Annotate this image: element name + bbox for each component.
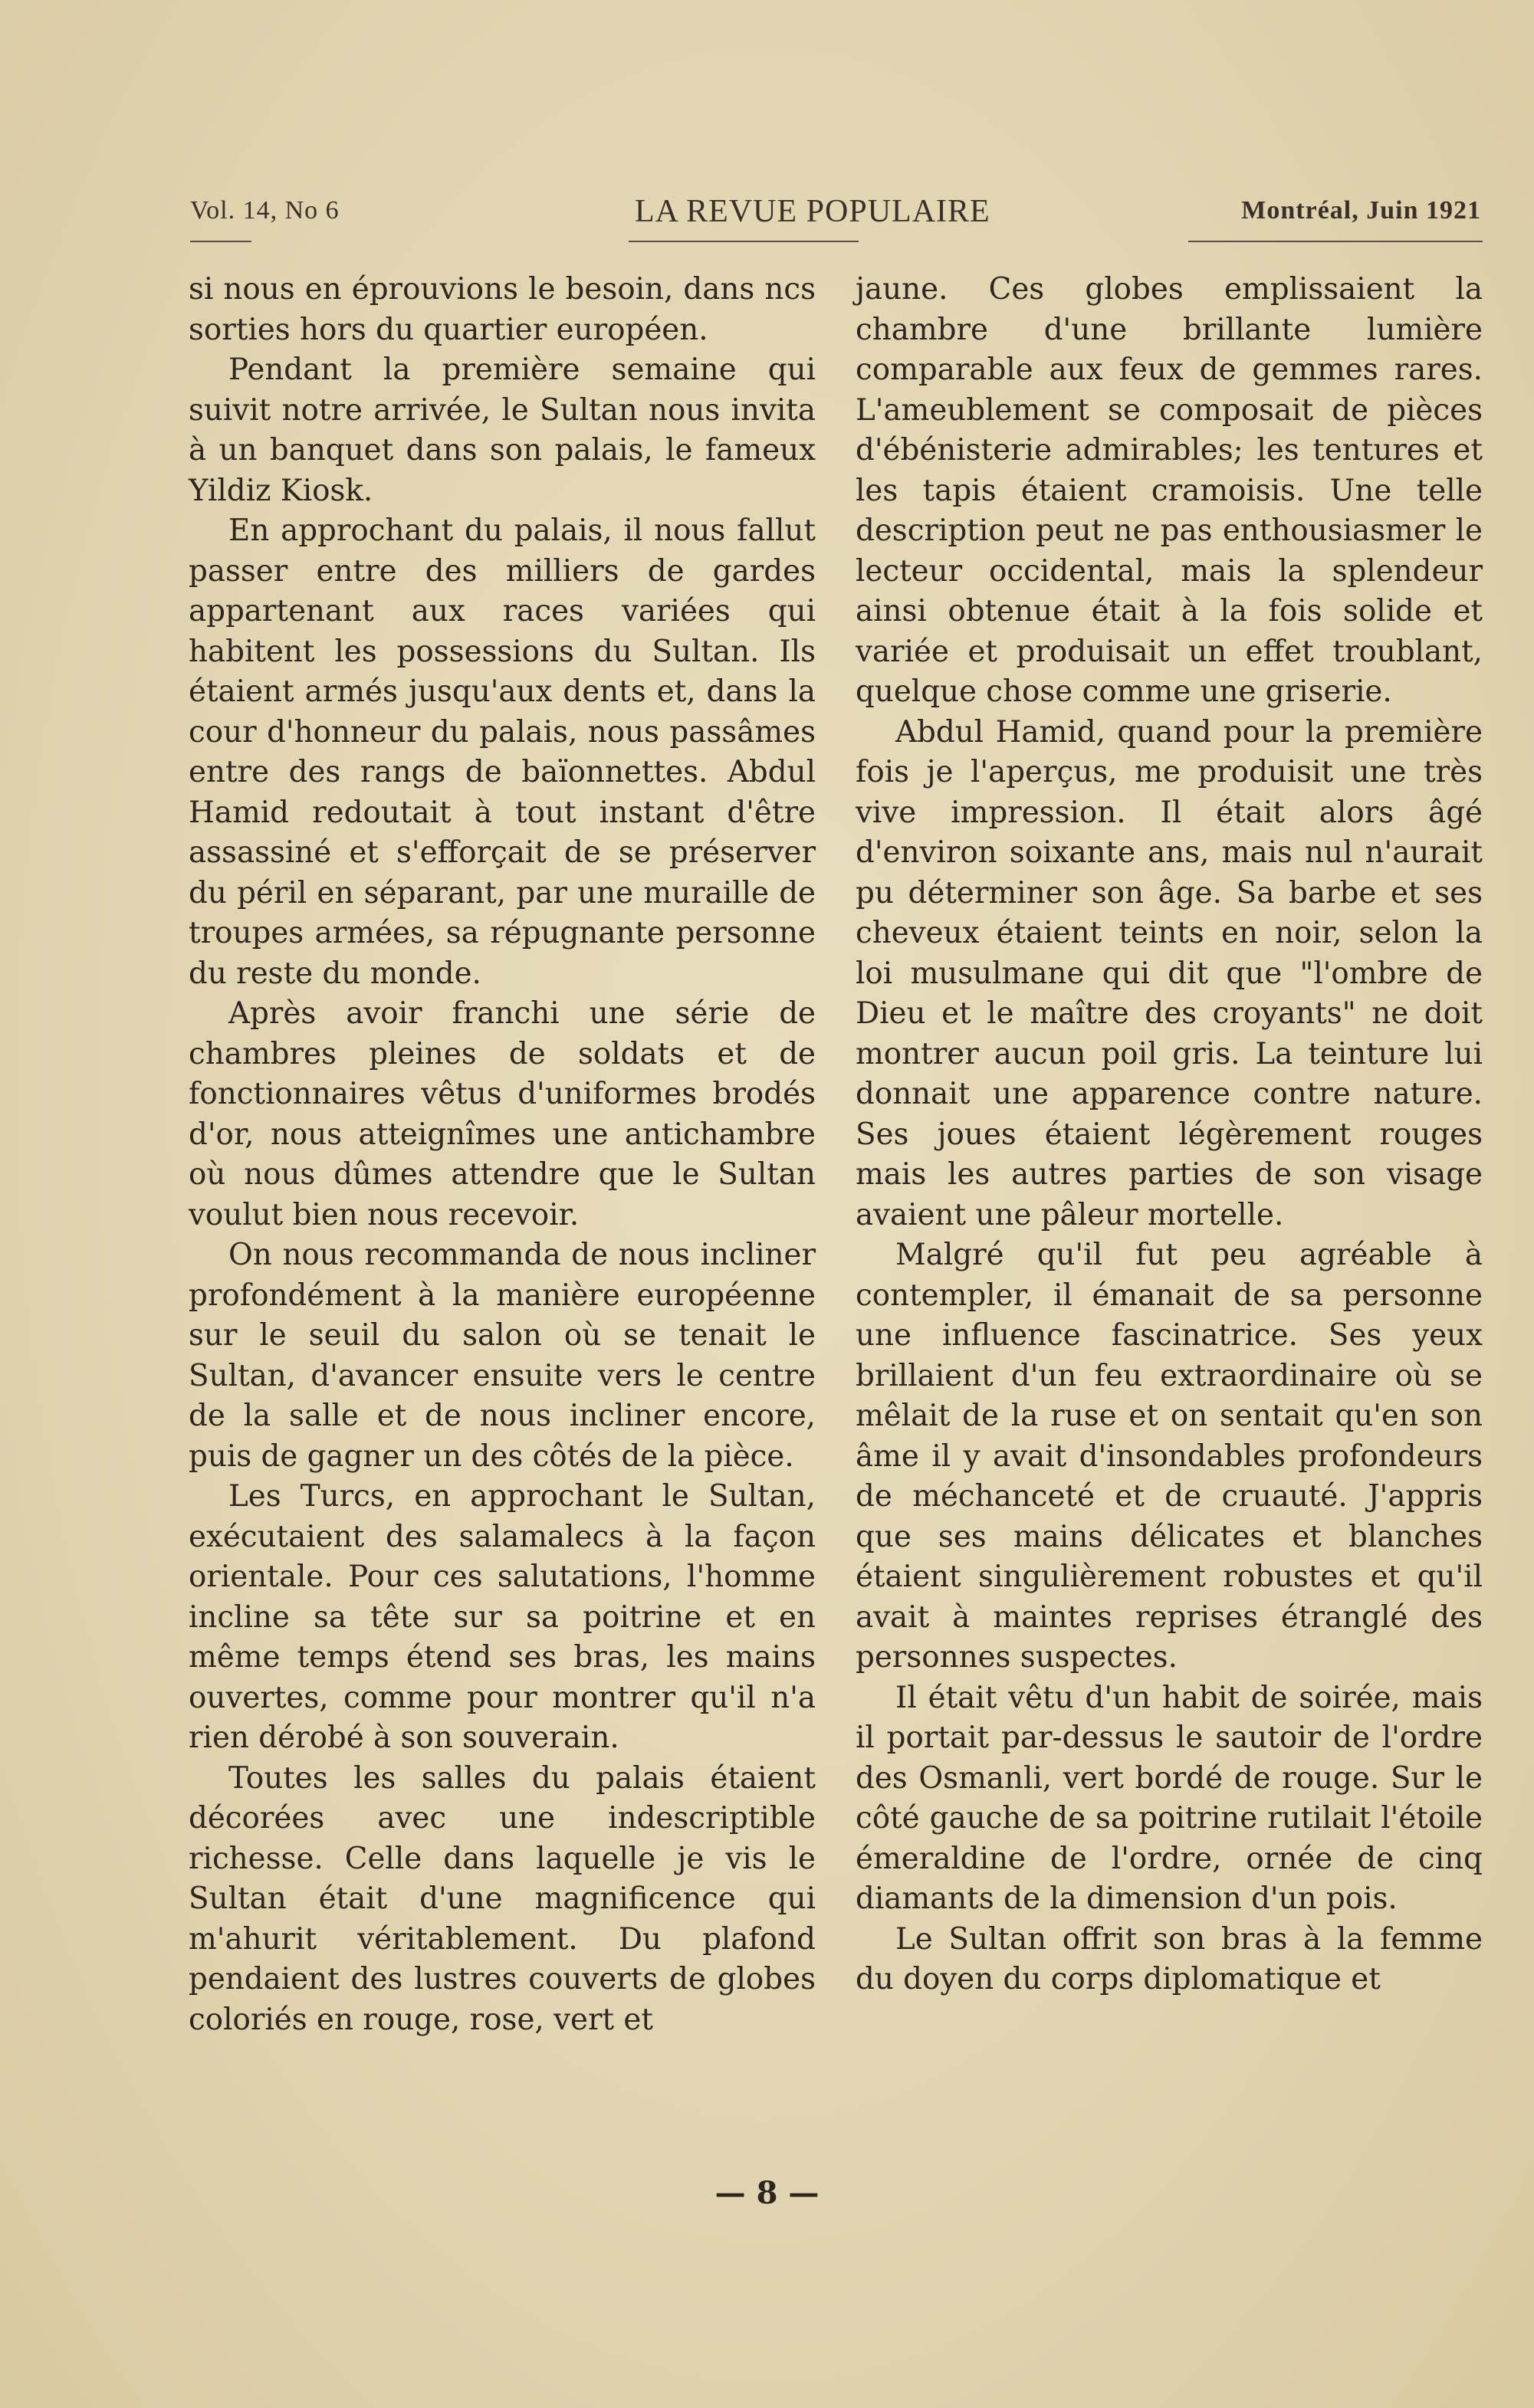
paragraph: Abdul Hamid, quand pour la première fois je l'aperçus, me produisit une très vive impression. Il était alors âgé d'environ soixante ans, mais nul n'aurait pu déterminer son âge. Sa barbe et ses cheveux étaient teints en noir, selon la loi musulmane qui dit que "l'ombre de Dieu et le maître des croyants" ne doit montrer aucun poil gris. La teinture lui donnait une apparence contre nature. Ses joues étaient légèrement rouges mais les autres parties de son visage avaient une pâleur mortelle. — [856, 714, 1483, 1232]
header-rule — [1188, 241, 1483, 242]
header-rule — [190, 241, 251, 242]
paragraph: si nous en éprouvions le besoin, dans ncs sorties hors du quartier européen. — [189, 272, 816, 347]
page-header — [190, 193, 1481, 230]
paragraph: Après avoir franchi une série de chambres pleines de soldats et de fonctionnaires vêtus d'uniformes brodés d'or, nous atteignîmes une antichambre où nous dûmes attendre que le Sultan voulut bien nous recevoir. — [189, 996, 816, 1232]
left-column — [189, 270, 816, 2040]
paragraph: En approchant du palais, il nous fallut passer entre des milliers de gardes appartenant aux races variées qui habitent les possessions du Sultan. Ils étaient armés jusqu'aux dents et, dans la cour d'honneur du palais, nous passâmes entre des rangs de baïonnettes. Abdul Hamid redoutait à tout instant d'être assassiné et s'efforçait de se préserver du péril en séparant, par une muraille de troupes armées, sa répugnante personne du reste du monde. — [189, 513, 816, 991]
header-rule — [629, 241, 859, 242]
right-column — [856, 270, 1483, 2000]
paragraph: On nous recommanda de nous incliner profondément à la manière européenne sur le seuil du salon où se tenait le Sultan, d'avancer ensuite vers le centre de la salle et de nous incliner encore, puis de gagner un des côtés de la pièce. — [189, 1238, 816, 1474]
volume-issue: Vol. 14, No 6 — [190, 196, 340, 225]
publication-title: LA REVUE POPULAIRE — [635, 194, 990, 229]
paragraph: Pendant la première semaine qui suivit notre arrivée, le Sultan nous invita à un banquet dans son palais, le fameux Yildiz Kiosk. — [189, 353, 816, 508]
paragraph: Le Sultan offrit son bras à la femme du doyen du corps diplomatique et — [856, 1921, 1483, 1996]
paragraph: jaune. Ces globes emplissaient la chambre d'une brillante lumière comparable aux feux de gemmes rares. L'ameublement se composait de pièces d'ébénisterie admirables; les tentures et les tapis étaient cramoisis. Une telle description peut ne pas enthousiasmer le lecteur occidental, mais la splendeur ainsi obtenue était à la fois solide et variée et produisait un effet troublant, quelque chose comme une griserie. — [856, 272, 1483, 709]
paragraph: Il était vêtu d'un habit de soirée, mais il portait par-dessus le sautoir de l'ordre des Osmanli, vert bordé de rouge. Sur le côté gauche de sa poitrine rutilait l'étoile émeraldine de l'ordre, ornée de cinq diamants de la dimension d'un pois. — [856, 1680, 1483, 1916]
paragraph: Les Turcs, en approchant le Sultan, exécutaient des salamalecs à la façon orientale. Pour ces salutations, l'homme incline sa tête sur sa poitrine et en même temps étend ses bras, les mains ouvertes, comme pour montrer qu'il n'a rien dérobé à son souverain. — [189, 1479, 816, 1755]
page-number: — 8 — — [714, 2175, 820, 2211]
paragraph: Toutes les salles du palais étaient décorées avec une indescriptible richesse. Celle dans laquelle je vis le Sultan était d'une magnificence qui m'ahurit véritablement. Du plafond pendaient des lustres couverts de globes coloriés en rouge, rose, vert et — [189, 1760, 816, 2037]
issue-date: Montréal, Juin 1921 — [1241, 196, 1481, 225]
paragraph: Malgré qu'il fut peu agréable à contempler, il émanait de sa personne une influence fascinatrice. Ses yeux brillaient d'un feu extraordinaire où se mêlait de la ruse et on sentait qu'en son âme il y avait d'insondables profondeurs de méchanceté et de cruauté. J'appris que ses mains délicates et blanches étaient singulièrement robustes et qu'il avait à maintes reprises étranglé des personnes suspectes. — [856, 1238, 1483, 1675]
